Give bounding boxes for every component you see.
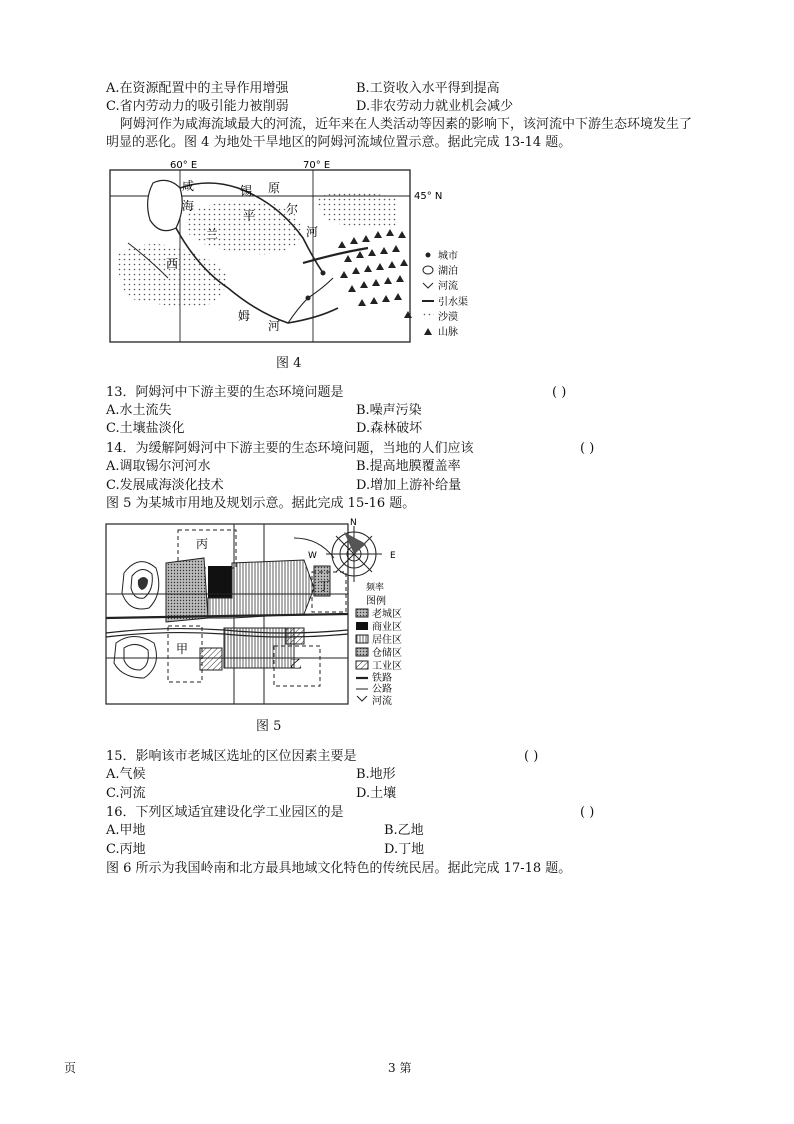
fig4-label-er: 尔: [286, 202, 299, 216]
q13-option-b: B.噪声污染: [356, 403, 422, 418]
fig5-label-jia: 甲: [176, 642, 189, 656]
q14-option-d: D.增加上游补给量: [356, 478, 462, 493]
fig5-legend-warehouse: 仓储区: [372, 648, 402, 659]
fig5-legend-industrial: 工业区: [372, 661, 402, 672]
fig5-legend: [356, 594, 402, 707]
q16-stem: 16．下列区域适宜建设化学工业园区的是: [106, 805, 344, 820]
footer-page-left: 页: [64, 1061, 77, 1075]
fig4-label-mu: 姆: [238, 309, 251, 323]
fig4-label-yuan: 原: [268, 181, 281, 195]
intro-13-14-line1: 阿姆河作为咸海流域最大的河流，近年来在人类活动等因素的影响下，该河流中下游生态环境发生了: [120, 117, 693, 132]
q16-option-b: B.乙地: [384, 823, 424, 838]
q15-stem: 15．影响该市老城区选址的区位因素主要是: [106, 749, 357, 764]
q15-option-c: C.河流: [106, 786, 146, 801]
fig4-label-xian: 咸: [182, 179, 195, 193]
q16-answer-blank[interactable]: ( ): [580, 805, 595, 820]
fig4-legend-lake: 湖泊: [438, 266, 458, 277]
fig4-lon-70: 70° E: [303, 160, 331, 171]
q13-option-a: A.水土流失: [106, 403, 172, 418]
q14-option-c: C.发展咸海淡化技术: [106, 478, 224, 493]
q16-option-d: D.丁地: [384, 842, 425, 857]
fig5-legend-residential: 居住区: [372, 635, 402, 646]
fig4-legend-city: 城市: [438, 251, 458, 262]
q13-stem: 13．阿姆河中下游主要的生态环境问题是: [106, 385, 344, 400]
q15-option-d: D.土壤: [356, 786, 397, 801]
fig4-lon-60: 60° E: [170, 160, 198, 171]
q16-option-c: C.丙地: [106, 842, 146, 857]
q13-option-d: D.森林破坏: [356, 421, 423, 436]
q12-option-c: C.省内劳动力的吸引能力被削弱: [106, 99, 289, 114]
fig4-label-lan: 兰: [206, 227, 219, 241]
intro-15-16: 图 5 为某城市用地及规划示意。据此完成 15-16 题。: [106, 496, 416, 511]
figure-4-map: [108, 158, 488, 348]
intro-13-14-line2: 明显的恶化。图 4 为地处干旱地区的阿姆河流域位置示意。据此完成 13-14 题。: [106, 135, 572, 150]
q12-option-b: B.工资收入水平得到提高: [356, 81, 500, 96]
fig5-legend-road: 公路: [372, 684, 392, 695]
q13-answer-blank[interactable]: ( ): [552, 385, 567, 400]
q15-option-b: B.地形: [356, 767, 396, 782]
q15-answer-blank[interactable]: ( ): [524, 749, 539, 764]
fig5-legend-old-city: 老城区: [372, 609, 402, 620]
fig5-north: N: [350, 518, 357, 528]
footer-page-number: 3 第: [388, 1061, 412, 1075]
fig4-label-hai: 海: [182, 199, 195, 213]
fig5-legend-railway: 铁路: [372, 673, 392, 684]
fig4-legend: [422, 249, 468, 338]
fig5-legend-commercial: 商业区: [372, 622, 402, 633]
q13-option-c: C.土壤盐淡化: [106, 421, 185, 436]
fig4-label-xi2: 西: [166, 257, 179, 271]
figure-4-caption: 图 4: [276, 356, 302, 371]
fig4-legend-desert: 沙漠: [438, 312, 458, 323]
q14-stem: 14．为缓解阿姆河中下游主要的生态环境问题，当地的人们应该: [106, 441, 474, 456]
fig5-label-ding: 丁: [318, 579, 331, 593]
q16-option-a: A.甲地: [106, 823, 146, 838]
fig5-east: E: [390, 551, 396, 561]
fig4-label-he: 河: [306, 225, 319, 239]
fig5-legend-title: 图例: [366, 596, 386, 607]
intro-17-18: 图 6 所示为我国岭南和北方最具地域文化特色的传统民居。据此完成 17-18 题。: [106, 861, 572, 876]
fig4-label-ping: 平: [243, 209, 256, 223]
fig4-legend-river: 河流: [438, 281, 458, 292]
fig5-label-bing: 丙: [196, 537, 209, 551]
fig5-west: W: [308, 551, 317, 561]
q14-answer-blank[interactable]: ( ): [580, 441, 595, 456]
fig4-lat-45: 45° N: [414, 191, 443, 202]
fig4-label-he2: 河: [268, 319, 281, 333]
figure-5-caption: 图 5: [256, 719, 282, 734]
fig4-label-xi: 锡: [240, 184, 253, 198]
q15-option-a: A.气候: [106, 767, 146, 782]
fig5-frequency: 频率: [366, 583, 385, 593]
q12-option-d: D.非农劳动力就业机会减少: [356, 99, 514, 114]
q12-option-a: A.在资源配置中的主导作用增强: [106, 81, 289, 96]
figure-5-map: [104, 518, 424, 708]
fig4-legend-canal: 引水渠: [438, 297, 468, 308]
fig5-legend-river: 河流: [372, 696, 392, 707]
q14-option-b: B.提高地膜覆盖率: [356, 459, 461, 474]
q14-option-a: A.调取锡尔河河水: [106, 459, 211, 474]
fig4-legend-mountain: 山脉: [438, 327, 458, 338]
fig5-label-yi: 乙: [290, 657, 303, 671]
